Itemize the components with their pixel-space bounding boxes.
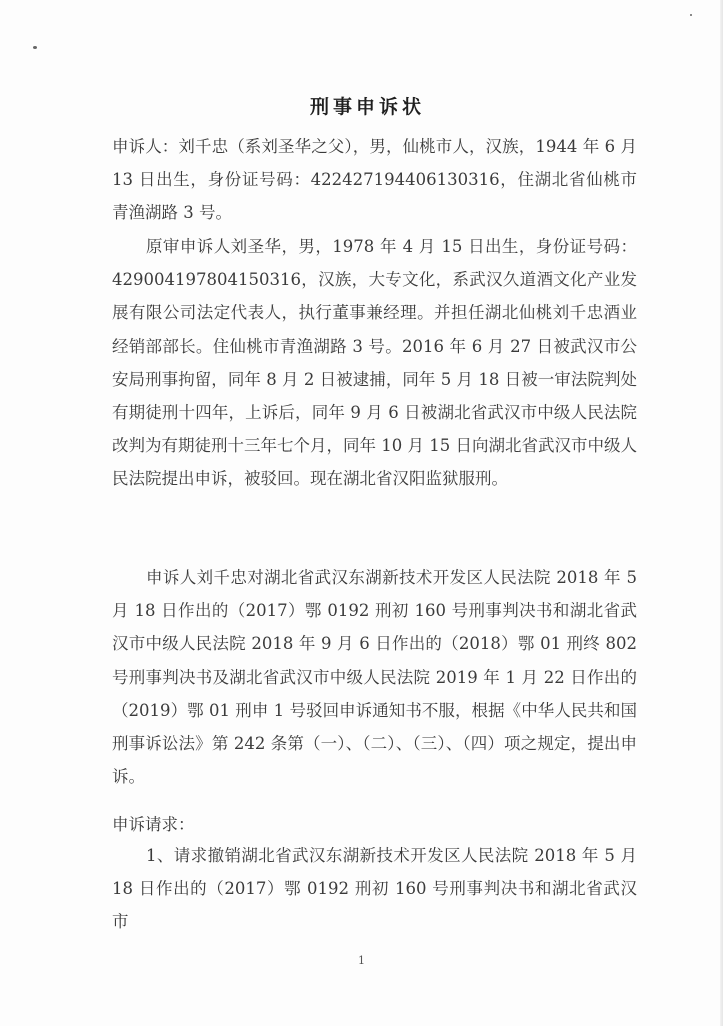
paragraph-request-1: 1、请求撤销湖北省武汉东湖新技术开发区人民法院 2018 年 5 月 18 日作出的（2017）鄂 0192 刑初 160 号刑事判决书和湖北省武汉市: [112, 846, 637, 932]
scan-speck: [33, 46, 37, 49]
section-heading-appeal-requests: 申诉请求：: [112, 815, 195, 834]
paragraph-appeal-basis: 申诉人刘千忠对湖北省武汉东湖新技术开发区人民法院 2018 年 5 月 18 日作出的（2017）鄂 0192 刑初 160 号刑事判决书和湖北省武汉市中级人民法院 2018 年 9 月 6 日作出的（2018）鄂 01 刑终 802 号刑事判决书及湖北省武汉市中级人民法院 2019 年 1 月 22 日作出的（2019）鄂 01 刑申 1 号驳回申诉通知书不服，根据《中华人民共和国刑事诉讼法》第 242 条第（一）、（二）、（三）、（四）项之规定，提出申诉。: [112, 568, 637, 787]
page-number: 1: [358, 954, 365, 967]
scan-speck: [690, 14, 692, 16]
document-title: 刑事申诉状: [309, 96, 425, 118]
paragraph-appellant: 申诉人：刘千忠（系刘圣华之父），男，仙桃市人，汉族，1944 年 6 月 13 日出生，身份证号码：422427194406130316，住湖北省仙桃市青渔湖路 3 号。: [112, 137, 637, 223]
paragraph-original-defendant: 原审申诉人刘圣华，男，1978 年 4 月 15 日出生，身份证号码：429004197804150316，汉族，大专文化，系武汉久道酒文化产业发展有限公司法定代表人，执行董事兼经理。并担任湖北仙桃刘千忠酒业经销部部长。住仙桃市青渔湖路 3 号。2016 年 6 月 27 日被武汉市公安局刑事拘留，同年 8 月 2 日被逮捕，同年 5 月 18 日被一审法院判处有期徒刑十四年，上诉后，同年 9 月 6 日被湖北省武汉市中级人民法院改判为有期徒刑十三年七个月，同年 10 月 15 日向湖北省武汉市中级人民法院提出申诉，被驳回。现在湖北省汉阳监狱服刑。: [112, 237, 637, 489]
